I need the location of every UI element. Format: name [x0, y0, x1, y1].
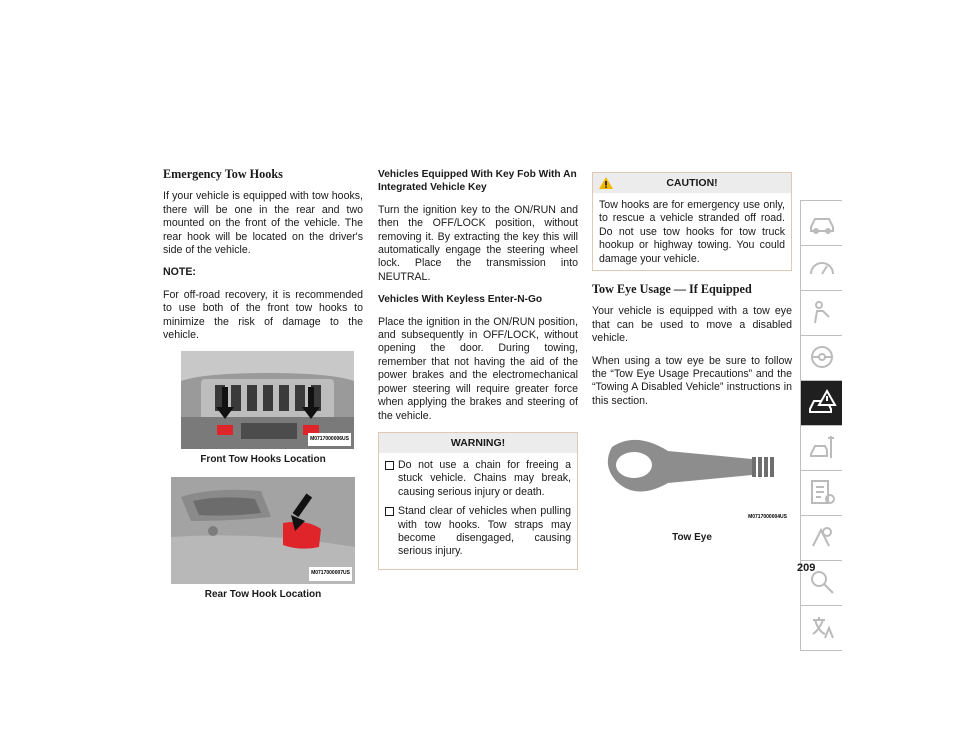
- caution-triangle-icon: [599, 177, 613, 189]
- paragraph: When using a tow eye be sure to follow the “Tow Eye Usage Precautions” and the “Towing A Disabled Vehicle” instructions in this section.: [592, 354, 792, 407]
- subheading-keyless: Vehicles With Keyless Enter-N-Go: [378, 294, 543, 306]
- caution-title: CAUTION!: [666, 177, 718, 189]
- checkbox-bullet-icon: [385, 461, 394, 470]
- section-title-tow-eye-usage: Tow Eye Usage — If Equipped: [592, 282, 752, 297]
- tab-languages[interactable]: [800, 606, 842, 651]
- column-2: [378, 168, 578, 570]
- chapter-tabs: [800, 200, 842, 651]
- section-title-emergency-tow-hooks: Emergency Tow Hooks: [163, 167, 283, 181]
- paragraph: Place the ignition in the ON/RUN position, and subsequently in OFF/LOCK, without opening the door. During towing, remember that not having the aid of the power brakes and the electromechanical power steering will require greater force when applying the brakes and steering of the vehicle.: [378, 315, 578, 422]
- caution-body: [593, 193, 791, 270]
- figure-code: M0717000007US: [309, 567, 352, 580]
- tab-car-info[interactable]: [800, 200, 842, 246]
- page-number: 209: [797, 562, 816, 574]
- figure-caption: Front Tow Hooks Location: [200, 454, 326, 466]
- rear-tow-hook-figure: [171, 477, 355, 584]
- caution-header: [593, 173, 791, 193]
- dashboard-icon: [807, 252, 837, 282]
- paragraph: Turn the ignition key to the ON/RUN and then the OFF/LOCK position, without removing it. By extracting the key this will automatically engage the steering wheel lock. Place the transmission into NEUTRAL.: [378, 203, 578, 283]
- caution-box: [592, 172, 792, 271]
- warning-item: Stand clear of vehicles when pulling with tow hooks. Tow straps may become disengaged, causing serious injury.: [385, 505, 571, 559]
- tab-driving[interactable]: [800, 336, 842, 381]
- column-1: [163, 168, 363, 611]
- figure-caption: Rear Tow Hook Location: [204, 588, 322, 600]
- caution-text: Tow hooks are for emergency use only, to rescue a vehicle stranded off road. Do not use tow hooks for tow truck hookup or highway towing. You could damage your vehicle.: [599, 199, 785, 265]
- tab-specs[interactable]: [800, 471, 842, 516]
- figure-code: M0717000004US: [746, 511, 789, 524]
- safety-icon: [807, 297, 837, 327]
- column-3: [592, 172, 792, 555]
- emergency-icon: [807, 387, 837, 417]
- paragraph: If your vehicle is equipped with tow hooks, there will be one in the rear and two mounted on the front of the vehicle. The rear hook will be located on the driver's side of the vehicle.: [163, 190, 363, 257]
- warning-title: WARNING!: [379, 433, 577, 453]
- tab-dashboard[interactable]: [800, 246, 842, 291]
- tab-emergency[interactable]: [800, 381, 842, 426]
- figure-code: M0717000006US: [308, 433, 351, 446]
- tow-eye-figure: [592, 417, 792, 527]
- paragraph: Your vehicle is equipped with a tow eye that can be used to move a disabled vehicle.: [592, 305, 792, 345]
- checkbox-bullet-icon: [385, 507, 394, 516]
- subheading-key-fob: Vehicles Equipped With Key Fob With An Integrated Vehicle Key: [378, 169, 577, 194]
- languages-icon: [807, 612, 837, 642]
- multimedia-icon: [807, 522, 837, 552]
- warning-item: Do not use a chain for freeing a stuck vehicle. Chains may break, causing serious injury or death.: [385, 459, 571, 499]
- warning-body: [379, 453, 577, 569]
- tab-safety[interactable]: [800, 291, 842, 336]
- service-icon: [807, 432, 837, 462]
- tab-service[interactable]: [800, 426, 842, 471]
- driving-icon: [807, 342, 837, 372]
- front-tow-hooks-figure: [181, 351, 354, 449]
- note-text: For off-road recovery, it is recommended to use both of the front tow hooks to minimize the risk of damage to the vehicle.: [163, 288, 363, 342]
- warning-box: [378, 432, 578, 570]
- figure-caption: Tow Eye: [672, 532, 712, 544]
- tab-multimedia[interactable]: [800, 516, 842, 561]
- specs-icon: [807, 477, 837, 507]
- car-info-icon: [807, 207, 837, 237]
- note-label: NOTE:: [163, 266, 196, 279]
